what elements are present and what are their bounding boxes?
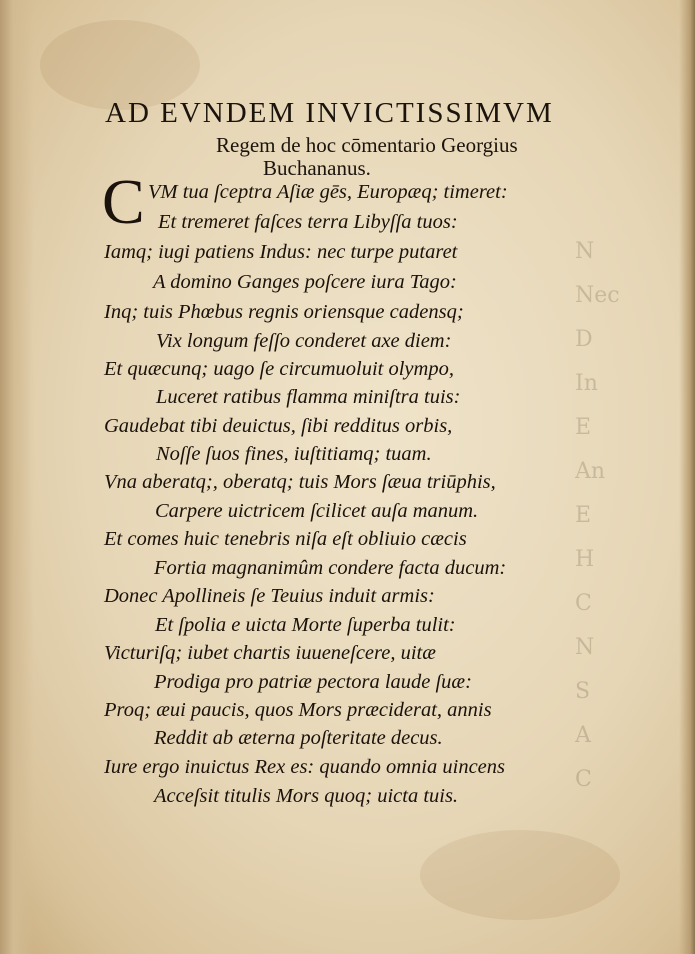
verse-line: Carpere uictricem ſcilicet auſa manum. (155, 500, 479, 522)
page-subheading-author: Buchananus. (263, 156, 371, 180)
verse-line: Et ſpolia e uicta Morte ſuperba tulit: (155, 614, 456, 636)
verse-line: Et quæcunq; uago ſe circumuoluit olympo, (104, 358, 454, 380)
drop-cap: C (102, 166, 145, 237)
verse-line: Reddit ab æterna poſteritate decus. (154, 727, 443, 749)
verse-line: Noſſe ſuos fines, iuſtitiamq; tuam. (156, 443, 432, 465)
verse-line: Vna aberatq;, oberatq; tuis Mors ſæua triūphis, (104, 471, 496, 493)
page-gutter (0, 0, 34, 954)
verse-line: Inq; tuis Phœbus regnis oriensque cadensq; (104, 301, 464, 323)
verse-line: Iamq; iugi patiens Indus: nec turpe putaret (104, 241, 458, 263)
verse-line: Et tremeret faſces terra Libyſſa tuos: (158, 211, 458, 233)
paper-stain (420, 830, 620, 920)
verse-line: A domino Ganges poſcere iura Tago: (153, 271, 457, 293)
verse-line: Acceſsit titulis Mors quoq; uicta tuis. (154, 785, 459, 807)
page-heading: AD EVNDEM INVICTISSIMVM (105, 97, 554, 129)
verse-line: Luceret ratibus flamma miniſtra tuis: (156, 386, 461, 408)
show-through-text: N Nec D In E An E H C N S A C (575, 239, 620, 792)
verse-line: Donec Apollineis ſe Teuius induit armis: (104, 585, 435, 607)
verse-line: Proq; æui paucis, quos Mors præciderat, annis (104, 699, 492, 721)
verse-line: Fortia magnanimûm condere facta ducum: (154, 557, 507, 579)
verse-line: Prodiga pro patriæ pectora laude ſuæ: (154, 671, 472, 693)
verse-line: Victuriſq; iubet chartis iuueneſcere, uitæ (104, 642, 436, 664)
verse-line: Gaudebat tibi deuictus, ſibi redditus orbis, (104, 415, 453, 437)
verse-line: Iure ergo inuictus Rex es: quando omnia uincens (104, 756, 505, 778)
verse-line: Et comes huic tenebris niſa eſt obliuio cæcis (104, 528, 467, 550)
verse-line: VM tua ſceptra Aſiæ gēs, Europæq; timeret: (148, 181, 508, 203)
verse-line: Vix longum feſſo conderet axe diem: (156, 330, 452, 352)
page-subheading: Regem de hoc cōmentario Georgius (216, 133, 518, 157)
